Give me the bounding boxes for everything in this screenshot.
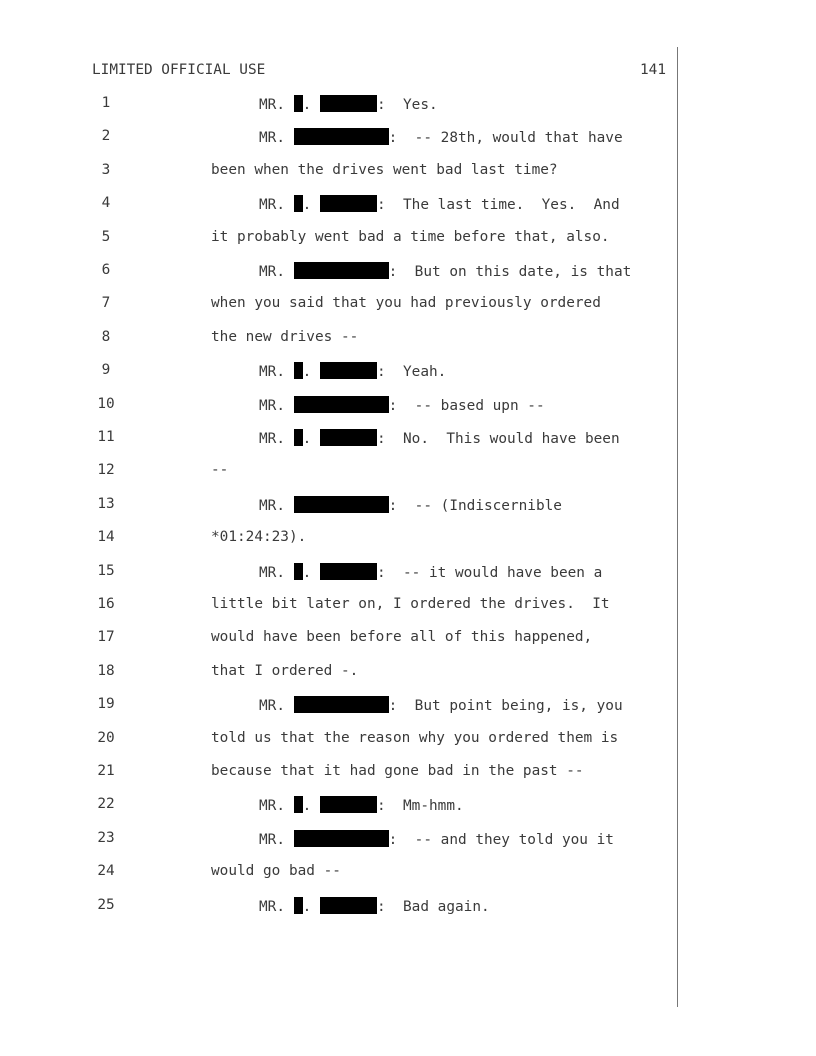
- transcript-line: [0, 796, 700, 816]
- line-number: 21: [97, 763, 115, 779]
- line-number: 7: [101, 295, 111, 312]
- initial-period: .: [302, 898, 312, 915]
- transcript-line: [0, 563, 700, 583]
- initial-period: .: [302, 564, 312, 581]
- speaker-colon: :: [377, 431, 386, 447]
- speaker-line: [259, 95, 438, 113]
- spoken-text: told us that the reason why you ordered them is: [211, 729, 619, 746]
- spoken-text: -- it would have been a: [403, 564, 603, 581]
- transcript-line: [0, 830, 700, 850]
- redacted-surname: [320, 796, 377, 813]
- speaker-line: [259, 362, 446, 380]
- line-number: 6: [101, 262, 111, 278]
- spoken-text: it probably went bad a time before that, also.: [211, 228, 610, 245]
- line-number: 5: [101, 228, 111, 245]
- line-number: 4: [101, 195, 111, 212]
- transcript-line: [0, 496, 700, 516]
- speaker-line: [259, 128, 623, 146]
- spoken-text: Bad again.: [403, 898, 490, 915]
- speaker-line: [259, 897, 490, 915]
- line-number: 3: [101, 161, 111, 178]
- spoken-text: -- and they told you it: [414, 831, 614, 848]
- transcript-line: [0, 629, 700, 649]
- testimony-text: [211, 596, 610, 612]
- redacted-initial: [294, 362, 303, 379]
- speaker-line: [259, 563, 602, 581]
- line-number: 25: [97, 896, 115, 913]
- speaker-line: [259, 429, 620, 447]
- spoken-text: The last time. Yes. And: [403, 197, 620, 214]
- redacted-initial: [294, 796, 303, 813]
- speaker-title: MR.: [259, 798, 285, 815]
- speaker-line: [259, 396, 545, 414]
- line-number: 13: [97, 495, 115, 512]
- spoken-text: Yes.: [403, 97, 438, 113]
- speaker-colon: :: [377, 798, 386, 815]
- initial-period: .: [302, 798, 312, 815]
- testimony-text: [211, 462, 228, 478]
- testimony-text: [211, 663, 358, 679]
- speaker-title: MR.: [259, 397, 285, 414]
- transcript-line: [0, 462, 700, 482]
- speaker-colon: :: [388, 831, 398, 848]
- speaker-colon: :: [388, 397, 398, 414]
- redacted-name: [294, 396, 389, 413]
- speaker-colon: :: [388, 497, 398, 514]
- speaker-title: MR.: [259, 831, 285, 848]
- spoken-text: that I ordered -.: [211, 662, 359, 679]
- redacted-surname: [320, 362, 377, 379]
- speaker-title: MR.: [259, 364, 285, 381]
- spoken-text: No. This would have been: [403, 431, 620, 447]
- line-number: 20: [97, 729, 115, 746]
- spoken-text: been when the drives went bad last time?: [211, 161, 558, 178]
- redacted-initial: [294, 897, 303, 914]
- initial-period: .: [302, 97, 312, 113]
- speaker-line: [259, 195, 620, 213]
- transcript-line: [0, 763, 700, 783]
- redacted-initial: [294, 563, 303, 580]
- spoken-text: But point being, is, you: [414, 698, 623, 715]
- transcript-line: [0, 329, 700, 349]
- speaker-title: MR.: [259, 898, 285, 915]
- line-number: 18: [97, 662, 115, 679]
- line-number: 15: [97, 562, 115, 579]
- spoken-text: when you said that you had previously ordered: [211, 295, 601, 312]
- transcript-line: [0, 863, 700, 883]
- redacted-surname: [320, 95, 377, 112]
- spoken-text: because that it had gone bad in the past --: [211, 763, 584, 779]
- line-number: 10: [97, 395, 115, 412]
- page-number: 141: [640, 62, 666, 78]
- redacted-name: [294, 496, 389, 513]
- transcript-line: [0, 663, 700, 683]
- transcript-line: [0, 730, 700, 750]
- speaker-title: MR.: [259, 698, 285, 715]
- speaker-title: MR.: [259, 431, 285, 447]
- speaker-colon: :: [377, 564, 386, 581]
- transcript-line: [0, 229, 700, 249]
- transcript-line: [0, 195, 700, 215]
- redacted-surname: [320, 563, 377, 580]
- transcript-line: [0, 529, 700, 549]
- initial-period: .: [302, 197, 312, 214]
- transcript-line: [0, 95, 700, 115]
- speaker-line: [259, 262, 631, 280]
- speaker-title: MR.: [259, 197, 285, 214]
- testimony-text: [211, 763, 584, 779]
- redacted-name: [294, 830, 389, 847]
- speaker-colon: :: [388, 130, 398, 147]
- speaker-title: MR.: [259, 264, 285, 280]
- speaker-colon: :: [377, 364, 386, 381]
- transcript-line: [0, 262, 700, 282]
- transcript-line: [0, 396, 700, 416]
- line-number: 16: [97, 596, 115, 612]
- speaker-title: MR.: [259, 97, 285, 113]
- spoken-text: But on this date, is that: [414, 264, 632, 280]
- spoken-text: --: [211, 462, 229, 479]
- transcript-line: [0, 362, 700, 382]
- line-number: 8: [101, 328, 111, 345]
- redacted-surname: [320, 195, 377, 212]
- spoken-text: little bit later on, I ordered the drives. It: [211, 596, 610, 612]
- testimony-text: [211, 629, 592, 645]
- speaker-colon: :: [388, 264, 398, 280]
- transcript-line: [0, 429, 700, 449]
- spoken-text: *01:24:23).: [211, 529, 307, 546]
- line-number: 1: [101, 95, 111, 111]
- redacted-name: [294, 262, 389, 279]
- spoken-text: Yeah.: [403, 364, 447, 381]
- speaker-title: MR.: [259, 564, 285, 581]
- testimony-text: [211, 730, 618, 746]
- spoken-text: -- based upn --: [414, 397, 545, 414]
- line-number: 9: [101, 362, 111, 379]
- spoken-text: -- (Indiscernible: [414, 497, 562, 514]
- classification-header: LIMITED OFFICIAL USE: [92, 62, 266, 78]
- speaker-colon: :: [388, 698, 398, 715]
- testimony-text: [211, 863, 341, 879]
- initial-period: .: [302, 364, 312, 381]
- line-number: 11: [97, 429, 115, 445]
- testimony-text: [211, 162, 558, 178]
- transcript-line: [0, 295, 700, 315]
- redacted-surname: [320, 429, 377, 446]
- line-number: 14: [97, 529, 115, 546]
- redacted-initial: [294, 195, 303, 212]
- speaker-line: [259, 796, 464, 814]
- testimony-text: [211, 295, 601, 311]
- spoken-text: would have been before all of this happened,: [211, 629, 593, 646]
- transcript-line: [0, 128, 700, 148]
- spoken-text: the new drives --: [211, 328, 359, 345]
- line-number: 23: [97, 829, 115, 846]
- transcript-line: [0, 162, 700, 182]
- initial-period: .: [302, 431, 312, 447]
- redacted-initial: [294, 429, 303, 446]
- transcript-line: [0, 696, 700, 716]
- line-number: 12: [97, 462, 115, 479]
- speaker-line: [259, 696, 623, 714]
- speaker-title: MR.: [259, 497, 285, 514]
- line-number: 24: [97, 863, 115, 880]
- speaker-colon: :: [377, 97, 386, 113]
- spoken-text: Mm-hmm.: [403, 798, 464, 815]
- line-number: 17: [97, 629, 115, 646]
- spoken-text: would go bad --: [211, 863, 341, 880]
- spoken-text: -- 28th, would that have: [414, 130, 623, 147]
- transcript-line: [0, 596, 700, 616]
- line-number: 22: [97, 796, 115, 813]
- redacted-name: [294, 696, 389, 713]
- line-number: 19: [97, 696, 115, 713]
- redacted-name: [294, 128, 389, 145]
- testimony-text: [211, 329, 358, 345]
- line-number: 2: [101, 128, 111, 145]
- speaker-colon: :: [377, 898, 386, 915]
- speaker-line: [259, 830, 614, 848]
- redacted-initial: [294, 95, 303, 112]
- speaker-colon: :: [377, 197, 386, 214]
- redacted-surname: [320, 897, 377, 914]
- speaker-title: MR.: [259, 130, 285, 147]
- speaker-line: [259, 496, 562, 514]
- testimony-text: [211, 529, 306, 545]
- transcript-line: [0, 897, 700, 917]
- testimony-text: [211, 229, 610, 245]
